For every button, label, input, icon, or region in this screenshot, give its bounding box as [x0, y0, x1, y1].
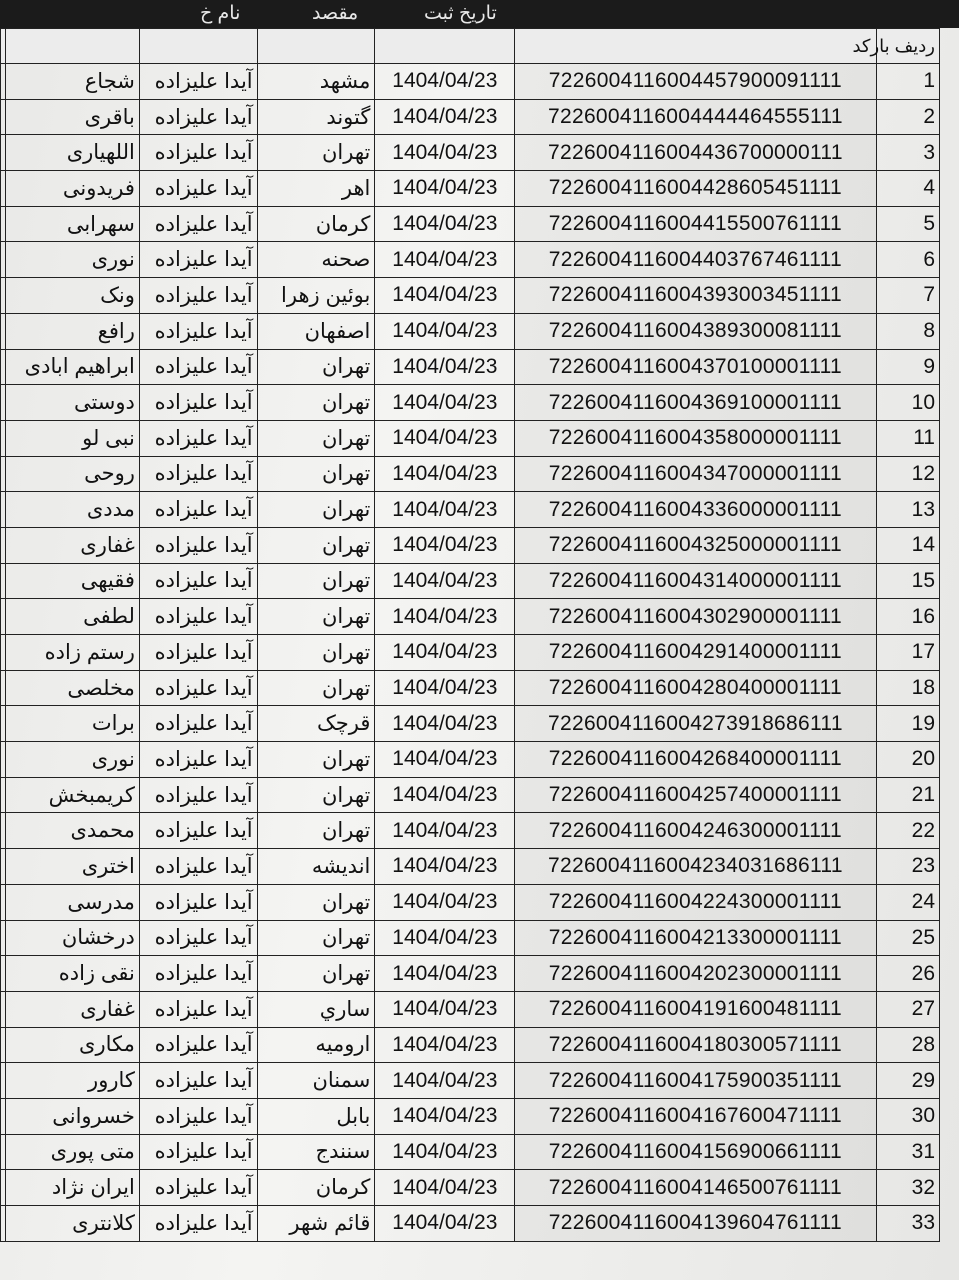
- first-name-cell: آیدا علیزاده: [139, 420, 257, 456]
- barcode-cell: 7226004116004273918686111: [515, 706, 876, 742]
- destination-cell: سمنان: [257, 1063, 375, 1099]
- reg-date-cell: 1404/04/23: [375, 1027, 515, 1063]
- destination-cell: تهران: [257, 385, 375, 421]
- row-number-cell: 24: [876, 884, 939, 920]
- last-name-cell: دوستی: [6, 385, 140, 421]
- last-name-cell: مخلصی: [6, 670, 140, 706]
- barcode-cell: 7226004116004167600471111: [515, 1098, 876, 1134]
- destination-cell: تهران: [257, 635, 375, 671]
- barcode-cell: 7226004116004370100001111: [515, 349, 876, 385]
- table-row: [1, 635, 940, 671]
- reg-date-cell: 1404/04/23: [375, 670, 515, 706]
- table-row: [1, 492, 940, 528]
- reg-date-cell: 1404/04/23: [375, 742, 515, 778]
- table-row: [1, 385, 940, 421]
- last-name-cell: نقی زاده: [6, 956, 140, 992]
- row-number-cell: 5: [876, 206, 939, 242]
- barcode-cell: 7226004116004268400001111: [515, 742, 876, 778]
- row-number-cell: 21: [876, 777, 939, 813]
- last-name-cell: ابراهیم ابادی: [6, 349, 140, 385]
- last-name-cell: شجاع: [6, 64, 140, 100]
- first-name-cell: آیدا علیزاده: [139, 313, 257, 349]
- first-name-cell: آیدا علیزاده: [139, 920, 257, 956]
- table-row: [1, 1098, 940, 1134]
- table-row: [1, 349, 940, 385]
- first-name-cell: آیدا علیزاده: [139, 670, 257, 706]
- row-number-cell: 1: [876, 64, 939, 100]
- last-name-cell: اختری: [6, 849, 140, 885]
- col-reg-date-header: تاریخ ثبت: [424, 3, 497, 24]
- table-row: [1, 1027, 940, 1063]
- barcode-cell: 7226004116004336000001111: [515, 492, 876, 528]
- first-name-cell: آیدا علیزاده: [139, 599, 257, 635]
- row-number-cell: 13: [876, 492, 939, 528]
- destination-cell: تهران: [257, 527, 375, 563]
- col-destination-header: مقصد: [312, 3, 359, 24]
- row-number-cell: 19: [876, 706, 939, 742]
- row-number-cell: 7: [876, 278, 939, 314]
- table-row: [1, 206, 940, 242]
- reg-date-cell: 1404/04/23: [375, 813, 515, 849]
- row-number-cell: 30: [876, 1098, 939, 1134]
- last-name-cell: نوری: [6, 742, 140, 778]
- table-row: [1, 1063, 940, 1099]
- reg-date-cell: 1404/04/23: [375, 1206, 515, 1242]
- table-row: [1, 420, 940, 456]
- last-name-cell: مدرسی: [6, 884, 140, 920]
- last-name-cell: ایران نژاد: [6, 1170, 140, 1206]
- reg-date-cell: 1404/04/23: [375, 884, 515, 920]
- barcode-cell: 7226004116004234031686111: [515, 849, 876, 885]
- destination-cell: گتوند: [257, 99, 375, 135]
- row-number-cell: 25: [876, 920, 939, 956]
- destination-cell: ارومیه: [257, 1027, 375, 1063]
- reg-date-cell: 1404/04/23: [375, 385, 515, 421]
- destination-cell: سنندج: [257, 1134, 375, 1170]
- barcode-cell: 7226004116004347000001111: [515, 456, 876, 492]
- table-row: [1, 813, 940, 849]
- row-number-cell: 2: [876, 99, 939, 135]
- reg-date-cell: 1404/04/23: [375, 1170, 515, 1206]
- reg-date-cell: 1404/04/23: [375, 991, 515, 1027]
- last-name-cell: فریدونی: [6, 171, 140, 207]
- reg-date-cell: 1404/04/23: [375, 171, 515, 207]
- table-row: [1, 135, 940, 171]
- row-number-cell: 18: [876, 670, 939, 706]
- table-row: [1, 670, 940, 706]
- row-number-cell: 17: [876, 635, 939, 671]
- first-name-cell: آیدا علیزاده: [139, 171, 257, 207]
- barcode-cell: 7226004116004428605451111: [515, 171, 876, 207]
- first-name-cell: آیدا علیزاده: [139, 813, 257, 849]
- first-name-cell: آیدا علیزاده: [139, 99, 257, 135]
- destination-cell: صحنه: [257, 242, 375, 278]
- barcode-cell: 7226004116004246300001111: [515, 813, 876, 849]
- shipment-table: [0, 28, 940, 1242]
- last-name-cell: اللهیاری: [6, 135, 140, 171]
- row-barcode-header: ردیف بارکد: [876, 29, 939, 64]
- barcode-cell: 7226004116004257400001111: [515, 777, 876, 813]
- table-row: [1, 956, 940, 992]
- destination-cell: تهران: [257, 777, 375, 813]
- reg-date-cell: 1404/04/23: [375, 278, 515, 314]
- first-name-cell: آیدا علیزاده: [139, 1170, 257, 1206]
- last-name-cell: فقیهی: [6, 563, 140, 599]
- last-name-cell: کارور: [6, 1063, 140, 1099]
- first-name-cell: آیدا علیزاده: [139, 777, 257, 813]
- barcode-cell: 7226004116004139604761111: [515, 1206, 876, 1242]
- row-number-cell: 4: [876, 171, 939, 207]
- destination-cell: تهران: [257, 492, 375, 528]
- reg-date-cell: 1404/04/23: [375, 313, 515, 349]
- first-name-cell: آیدا علیزاده: [139, 135, 257, 171]
- reg-date-cell: 1404/04/23: [375, 99, 515, 135]
- barcode-cell: 7226004116004389300081111: [515, 313, 876, 349]
- barcode-cell: 7226004116004280400001111: [515, 670, 876, 706]
- destination-cell: اهر: [257, 171, 375, 207]
- row-number-cell: 27: [876, 991, 939, 1027]
- first-name-cell: آیدا علیزاده: [139, 349, 257, 385]
- destination-cell: تهران: [257, 956, 375, 992]
- table-row: [1, 563, 940, 599]
- table-row: [1, 64, 940, 100]
- table-row: [1, 171, 940, 207]
- first-name-cell: آیدا علیزاده: [139, 1206, 257, 1242]
- first-name-cell: آیدا علیزاده: [139, 1134, 257, 1170]
- barcode-cell: 7226004116004369100001111: [515, 385, 876, 421]
- first-name-cell: آیدا علیزاده: [139, 278, 257, 314]
- table-row: [1, 991, 940, 1027]
- first-name-cell: آیدا علیزاده: [139, 635, 257, 671]
- reg-date-cell: 1404/04/23: [375, 920, 515, 956]
- destination-cell: تهران: [257, 456, 375, 492]
- table-row: [1, 884, 940, 920]
- row-number-cell: 11: [876, 420, 939, 456]
- barcode-cell: 7226004116004444464555111: [515, 99, 876, 135]
- reg-date-cell: 1404/04/23: [375, 1134, 515, 1170]
- reg-date-cell: 1404/04/23: [375, 1063, 515, 1099]
- reg-date-cell: 1404/04/23: [375, 599, 515, 635]
- last-name-cell: کلانتری: [6, 1206, 140, 1242]
- table-row: [1, 313, 940, 349]
- table-row: [1, 456, 940, 492]
- row-number-cell: 22: [876, 813, 939, 849]
- last-name-cell: روحی: [6, 456, 140, 492]
- row-number-cell: 31: [876, 1134, 939, 1170]
- last-name-cell: نوری: [6, 242, 140, 278]
- row-number-cell: 12: [876, 456, 939, 492]
- first-name-cell: آیدا علیزاده: [139, 884, 257, 920]
- barcode-cell: 7226004116004415500761111: [515, 206, 876, 242]
- row-number-cell: 20: [876, 742, 939, 778]
- first-name-cell: آیدا علیزاده: [139, 706, 257, 742]
- destination-cell: تهران: [257, 742, 375, 778]
- row-number-cell: 14: [876, 527, 939, 563]
- reg-date-cell: 1404/04/23: [375, 206, 515, 242]
- first-name-cell: آیدا علیزاده: [139, 1063, 257, 1099]
- barcode-cell: 7226004116004302900001111: [515, 599, 876, 635]
- table-row: [1, 599, 940, 635]
- destination-cell: ساري: [257, 991, 375, 1027]
- last-name-cell: مکاری: [6, 1027, 140, 1063]
- table-row: [1, 242, 940, 278]
- last-name-cell: کریمبخش: [6, 777, 140, 813]
- reg-date-cell: 1404/04/23: [375, 242, 515, 278]
- row-number-cell: 15: [876, 563, 939, 599]
- reg-date-cell: 1404/04/23: [375, 492, 515, 528]
- first-name-cell: آیدا علیزاده: [139, 385, 257, 421]
- barcode-cell: 7226004116004146500761111: [515, 1170, 876, 1206]
- barcode-cell: 7226004116004191600481111: [515, 991, 876, 1027]
- table-row: [1, 849, 940, 885]
- row-number-cell: 16: [876, 599, 939, 635]
- destination-cell: قرچک: [257, 706, 375, 742]
- barcode-cell: 7226004116004291400001111: [515, 635, 876, 671]
- destination-cell: تهران: [257, 135, 375, 171]
- first-name-cell: آیدا علیزاده: [139, 206, 257, 242]
- table-row: [1, 278, 940, 314]
- barcode-cell: 7226004116004314000001111: [515, 563, 876, 599]
- last-name-cell: ونک: [6, 278, 140, 314]
- first-name-cell: آیدا علیزاده: [139, 849, 257, 885]
- destination-cell: کرمان: [257, 1170, 375, 1206]
- destination-cell: کرمان: [257, 206, 375, 242]
- barcode-cell: 7226004116004403767461111: [515, 242, 876, 278]
- barcode-cell: 7226004116004358000001111: [515, 420, 876, 456]
- reg-date-cell: 1404/04/23: [375, 635, 515, 671]
- destination-cell: اصفهان: [257, 313, 375, 349]
- last-name-cell: غفاری: [6, 991, 140, 1027]
- barcode-cell: 7226004116004224300001111: [515, 884, 876, 920]
- destination-cell: تهران: [257, 563, 375, 599]
- last-name-cell: لطفی: [6, 599, 140, 635]
- barcode-cell: 7226004116004180300571111: [515, 1027, 876, 1063]
- row-number-cell: 26: [876, 956, 939, 992]
- table-row: [1, 706, 940, 742]
- reg-date-cell: 1404/04/23: [375, 956, 515, 992]
- header-strip: [0, 0, 959, 28]
- row-number-cell: 3: [876, 135, 939, 171]
- destination-cell: بابل: [257, 1098, 375, 1134]
- table-row: [1, 1134, 940, 1170]
- table-row: [1, 920, 940, 956]
- destination-cell: تهران: [257, 599, 375, 635]
- first-name-cell: آیدا علیزاده: [139, 1098, 257, 1134]
- reg-date-cell: 1404/04/23: [375, 349, 515, 385]
- last-name-cell: درخشان: [6, 920, 140, 956]
- destination-cell: قائم شهر: [257, 1206, 375, 1242]
- destination-cell: اندیشه: [257, 849, 375, 885]
- last-name-cell: محمدی: [6, 813, 140, 849]
- first-name-cell: آیدا علیزاده: [139, 242, 257, 278]
- last-name-cell: نبی لو: [6, 420, 140, 456]
- destination-cell: بوئین زهرا: [257, 278, 375, 314]
- table-row: [1, 742, 940, 778]
- row-number-cell: 29: [876, 1063, 939, 1099]
- last-name-cell: رافع: [6, 313, 140, 349]
- row-number-cell: 6: [876, 242, 939, 278]
- reg-date-cell: 1404/04/23: [375, 135, 515, 171]
- row-number-cell: 33: [876, 1206, 939, 1242]
- table-row: [1, 1206, 940, 1242]
- destination-cell: تهران: [257, 920, 375, 956]
- table-row: [1, 527, 940, 563]
- first-name-cell: آیدا علیزاده: [139, 991, 257, 1027]
- reg-date-cell: 1404/04/23: [375, 563, 515, 599]
- barcode-cell: 7226004116004325000001111: [515, 527, 876, 563]
- table-row: [1, 99, 940, 135]
- first-name-cell: آیدا علیزاده: [139, 456, 257, 492]
- row-number-cell: 23: [876, 849, 939, 885]
- last-name-cell: مددی: [6, 492, 140, 528]
- destination-cell: تهران: [257, 884, 375, 920]
- reg-date-cell: 1404/04/23: [375, 1098, 515, 1134]
- last-name-cell: برات: [6, 706, 140, 742]
- barcode-cell: 7226004116004213300001111: [515, 920, 876, 956]
- destination-cell: تهران: [257, 420, 375, 456]
- reg-date-cell: 1404/04/23: [375, 849, 515, 885]
- first-name-cell: آیدا علیزاده: [139, 956, 257, 992]
- reg-date-cell: 1404/04/23: [375, 706, 515, 742]
- destination-cell: مشهد: [257, 64, 375, 100]
- barcode-cell: 7226004116004457900091111: [515, 64, 876, 100]
- row-number-cell: 8: [876, 313, 939, 349]
- destination-cell: تهران: [257, 349, 375, 385]
- row-number-cell: 10: [876, 385, 939, 421]
- first-name-cell: آیدا علیزاده: [139, 492, 257, 528]
- destination-cell: تهران: [257, 670, 375, 706]
- last-name-cell: رستم زاده: [6, 635, 140, 671]
- last-name-cell: غفاری: [6, 527, 140, 563]
- table-row: [1, 777, 940, 813]
- reg-date-cell: 1404/04/23: [375, 420, 515, 456]
- barcode-cell: 7226004116004436700000111: [515, 135, 876, 171]
- barcode-cell: 7226004116004202300001111: [515, 956, 876, 992]
- first-name-cell: آیدا علیزاده: [139, 563, 257, 599]
- row-number-cell: 32: [876, 1170, 939, 1206]
- table-header-row: [1, 29, 940, 64]
- barcode-cell: 7226004116004156900661111: [515, 1134, 876, 1170]
- col-name-header: نام خ: [200, 3, 241, 24]
- destination-cell: تهران: [257, 813, 375, 849]
- last-name-cell: متی پوری: [6, 1134, 140, 1170]
- reg-date-cell: 1404/04/23: [375, 777, 515, 813]
- reg-date-cell: 1404/04/23: [375, 64, 515, 100]
- last-name-cell: سهرابی: [6, 206, 140, 242]
- reg-date-cell: 1404/04/23: [375, 527, 515, 563]
- barcode-cell: 7226004116004175900351111: [515, 1063, 876, 1099]
- barcode-cell: 7226004116004393003451111: [515, 278, 876, 314]
- last-name-cell: باقری: [6, 99, 140, 135]
- row-number-cell: 9: [876, 349, 939, 385]
- first-name-cell: آیدا علیزاده: [139, 1027, 257, 1063]
- first-name-cell: آیدا علیزاده: [139, 64, 257, 100]
- first-name-cell: آیدا علیزاده: [139, 742, 257, 778]
- table-row: [1, 1170, 940, 1206]
- row-number-cell: 28: [876, 1027, 939, 1063]
- reg-date-cell: 1404/04/23: [375, 456, 515, 492]
- first-name-cell: آیدا علیزاده: [139, 527, 257, 563]
- last-name-cell: خسروانی: [6, 1098, 140, 1134]
